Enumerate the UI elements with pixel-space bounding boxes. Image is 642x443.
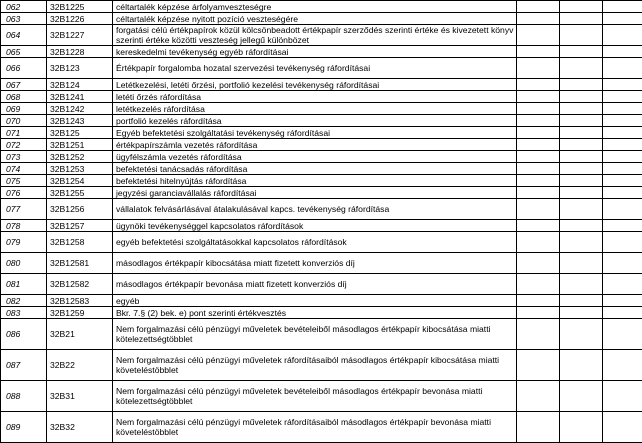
empty-value-cell	[603, 220, 642, 232]
empty-value-cell	[517, 220, 560, 232]
table-row	[1, 350, 642, 381]
empty-value-cell	[560, 381, 603, 412]
empty-value-cell	[603, 103, 642, 115]
row-description: céltartalék képzése nyitott pozíció veszteségére	[113, 13, 517, 25]
empty-value-cell	[603, 295, 642, 307]
row-description: Egyéb befektetési szolgáltatási tevékenység ráfordításai	[113, 127, 517, 139]
row-number: 071	[1, 127, 47, 139]
empty-value-cell	[517, 91, 560, 103]
empty-value-cell	[517, 295, 560, 307]
row-number: 066	[1, 58, 47, 79]
empty-value-cell	[517, 103, 560, 115]
empty-value-cell	[603, 187, 642, 199]
table-row	[1, 307, 642, 319]
empty-value-cell	[603, 91, 642, 103]
row-description: céltartalék képzése árfolyamveszteségre	[113, 1, 517, 13]
row-number: 079	[1, 232, 47, 253]
empty-value-cell	[517, 319, 560, 350]
row-description: másodlagos értékpapír kibocsátása miatt fizetett konverziós díj	[113, 253, 517, 274]
account-code: 32B1256	[47, 199, 113, 220]
table-row	[1, 175, 642, 187]
empty-value-cell	[603, 232, 642, 253]
empty-value-cell	[517, 1, 560, 13]
row-number: 063	[1, 13, 47, 25]
row-number: 065	[1, 46, 47, 58]
empty-value-cell	[603, 319, 642, 350]
account-code: 32B1258	[47, 232, 113, 253]
empty-value-cell	[517, 232, 560, 253]
row-number: 062	[1, 1, 47, 13]
empty-value-cell	[517, 187, 560, 199]
account-code: 32B12582	[47, 274, 113, 295]
account-code: 32B1225	[47, 1, 113, 13]
account-code: 32B1241	[47, 91, 113, 103]
empty-value-cell	[603, 25, 642, 46]
row-description: Értékpapír forgalomba hozatal szervezési tevékenység ráfordításai	[113, 58, 517, 79]
account-code: 32B1242	[47, 103, 113, 115]
empty-value-cell	[560, 274, 603, 295]
empty-value-cell	[560, 151, 603, 163]
empty-value-cell	[603, 163, 642, 175]
account-code: 32B12581	[47, 253, 113, 274]
empty-value-cell	[517, 253, 560, 274]
account-code: 32B1251	[47, 139, 113, 151]
empty-value-cell	[603, 175, 642, 187]
row-number: 070	[1, 115, 47, 127]
row-description: Nem forgalmazási célú pénzügyi műveletek bevételeiből másodlagos értékpapír bevonása miatti kötelezettségtöbblet	[113, 381, 517, 412]
table-row	[1, 295, 642, 307]
row-description: portfolió kezelés ráfordítása	[113, 115, 517, 127]
account-code: 32B1228	[47, 46, 113, 58]
empty-value-cell	[560, 46, 603, 58]
account-code: 32B21	[47, 319, 113, 350]
row-number: 088	[1, 381, 47, 412]
table-row	[1, 151, 642, 163]
empty-value-cell	[560, 115, 603, 127]
empty-value-cell	[517, 412, 560, 443]
table-row	[1, 91, 642, 103]
empty-value-cell	[603, 127, 642, 139]
empty-value-cell	[560, 187, 603, 199]
empty-value-cell	[517, 350, 560, 381]
row-number: 074	[1, 163, 47, 175]
row-number: 069	[1, 103, 47, 115]
row-description: letéti őrzés ráfordítása	[113, 91, 517, 103]
table-row	[1, 25, 642, 46]
empty-value-cell	[517, 175, 560, 187]
table-row	[1, 319, 642, 350]
account-code: 32B1226	[47, 13, 113, 25]
account-code: 32B1259	[47, 307, 113, 319]
empty-value-cell	[560, 199, 603, 220]
empty-value-cell	[603, 274, 642, 295]
row-description: Nem forgalmazási célú pénzügyi műveletek ráfordításaiból másodlagos értékpapír bevonása miatti követeléstöbblet	[113, 412, 517, 443]
account-code: 32B32	[47, 412, 113, 443]
empty-value-cell	[603, 13, 642, 25]
row-number: 078	[1, 220, 47, 232]
empty-value-cell	[603, 307, 642, 319]
row-number: 077	[1, 199, 47, 220]
table-row	[1, 199, 642, 220]
empty-value-cell	[560, 1, 603, 13]
empty-value-cell	[560, 220, 603, 232]
empty-value-cell	[603, 46, 642, 58]
table-row	[1, 187, 642, 199]
account-code: 32B1252	[47, 151, 113, 163]
empty-value-cell	[517, 79, 560, 91]
empty-value-cell	[517, 151, 560, 163]
account-code: 32B125	[47, 127, 113, 139]
empty-value-cell	[603, 199, 642, 220]
row-number: 086	[1, 319, 47, 350]
empty-value-cell	[560, 253, 603, 274]
empty-value-cell	[560, 319, 603, 350]
empty-value-cell	[560, 412, 603, 443]
empty-value-cell	[517, 25, 560, 46]
empty-value-cell	[517, 199, 560, 220]
row-description: egyéb befektetési szolgáltatásokkal kapcsolatos ráfordítások	[113, 232, 517, 253]
empty-value-cell	[517, 163, 560, 175]
empty-value-cell	[517, 381, 560, 412]
empty-value-cell	[560, 13, 603, 25]
account-code: 32B1253	[47, 163, 113, 175]
account-code: 32B31	[47, 381, 113, 412]
account-code: 32B1243	[47, 115, 113, 127]
empty-value-cell	[560, 350, 603, 381]
row-number: 081	[1, 274, 47, 295]
empty-value-cell	[560, 163, 603, 175]
row-description: egyéb	[113, 295, 517, 307]
empty-value-cell	[517, 274, 560, 295]
empty-value-cell	[560, 127, 603, 139]
row-number: 082	[1, 295, 47, 307]
empty-value-cell	[517, 139, 560, 151]
row-description: befektetési tanácsadás ráfordítása	[113, 163, 517, 175]
empty-value-cell	[560, 91, 603, 103]
table-row	[1, 127, 642, 139]
empty-value-cell	[517, 115, 560, 127]
row-description: Nem forgalmazási célú pénzügyi műveletek ráfordításaiból másodlagos értékpapír kibocsátása miatti követeléstöbblet	[113, 350, 517, 381]
empty-value-cell	[560, 307, 603, 319]
row-number: 067	[1, 79, 47, 91]
row-description: kereskedelmi tevékenység egyéb ráfordításai	[113, 46, 517, 58]
empty-value-cell	[603, 253, 642, 274]
row-number: 076	[1, 187, 47, 199]
row-number: 075	[1, 175, 47, 187]
table-row	[1, 253, 642, 274]
row-description: Nem forgalmazási célú pénzügyi műveletek bevételeiből másodlagos értékpapír kibocsátása miatti kötelezettségtöbblet	[113, 319, 517, 350]
row-number: 073	[1, 151, 47, 163]
table-row	[1, 79, 642, 91]
table-row	[1, 46, 642, 58]
account-code: 32B1255	[47, 187, 113, 199]
empty-value-cell	[517, 46, 560, 58]
table-row	[1, 103, 642, 115]
empty-value-cell	[603, 412, 642, 443]
table-row	[1, 58, 642, 79]
empty-value-cell	[560, 175, 603, 187]
row-description: befektetési hitelnyújtás ráfordítása	[113, 175, 517, 187]
empty-value-cell	[560, 139, 603, 151]
account-code: 32B1254	[47, 175, 113, 187]
row-number: 089	[1, 412, 47, 443]
table-row	[1, 274, 642, 295]
table-row	[1, 163, 642, 175]
empty-value-cell	[517, 307, 560, 319]
empty-value-cell	[603, 151, 642, 163]
row-description: jegyzési garanciavállalás ráfordításai	[113, 187, 517, 199]
empty-value-cell	[603, 115, 642, 127]
row-number: 087	[1, 350, 47, 381]
empty-value-cell	[560, 25, 603, 46]
empty-value-cell	[517, 127, 560, 139]
account-code: 32B123	[47, 58, 113, 79]
empty-value-cell	[603, 381, 642, 412]
empty-value-cell	[560, 295, 603, 307]
row-number: 068	[1, 91, 47, 103]
account-code: 32B124	[47, 79, 113, 91]
row-description: ügyfélszámla vezetés ráfordítása	[113, 151, 517, 163]
empty-value-cell	[517, 58, 560, 79]
empty-value-cell	[603, 1, 642, 13]
table-row	[1, 412, 642, 443]
empty-value-cell	[560, 79, 603, 91]
empty-value-cell	[560, 232, 603, 253]
account-code: 32B12583	[47, 295, 113, 307]
account-code: 32B1227	[47, 25, 113, 46]
empty-value-cell	[560, 58, 603, 79]
table-row	[1, 115, 642, 127]
empty-value-cell	[603, 350, 642, 381]
row-number: 064	[1, 25, 47, 46]
empty-value-cell	[603, 79, 642, 91]
table-row	[1, 232, 642, 253]
table-row	[1, 381, 642, 412]
empty-value-cell	[603, 139, 642, 151]
row-description: Bkr. 7.§ (2) bek. e) pont szerinti értékvesztés	[113, 307, 517, 319]
row-description: Letétkezelési, letéti őrzési, portfolió kezelési tevékenység ráfordításai	[113, 79, 517, 91]
row-number: 072	[1, 139, 47, 151]
row-description: vállalatok felvásárlásával átalakulásával kapcs. tevékenység ráfordítása	[113, 199, 517, 220]
table-row	[1, 1, 642, 13]
row-description: ügynöki tevékenységgel kapcsolatos ráfordítások	[113, 220, 517, 232]
row-description: másodlagos értékpapír bevonása miatt fizetett konverziós díj	[113, 274, 517, 295]
account-code: 32B22	[47, 350, 113, 381]
row-description: értékpapírszámla vezetés ráfordítása	[113, 139, 517, 151]
row-number: 080	[1, 253, 47, 274]
table-row	[1, 220, 642, 232]
table-row	[1, 139, 642, 151]
row-description: letétkezelés ráfordítása	[113, 103, 517, 115]
empty-value-cell	[517, 13, 560, 25]
empty-value-cell	[560, 103, 603, 115]
row-description: forgatási célú értékpapírok közül kölcsönbeadott értékpapír szerződés szerinti értéke és kivezetett könyv szerinti értéke közötti veszteség jellegű különbözet	[113, 25, 517, 46]
table-row	[1, 13, 642, 25]
empty-value-cell	[603, 58, 642, 79]
row-number: 083	[1, 307, 47, 319]
account-code: 32B1257	[47, 220, 113, 232]
